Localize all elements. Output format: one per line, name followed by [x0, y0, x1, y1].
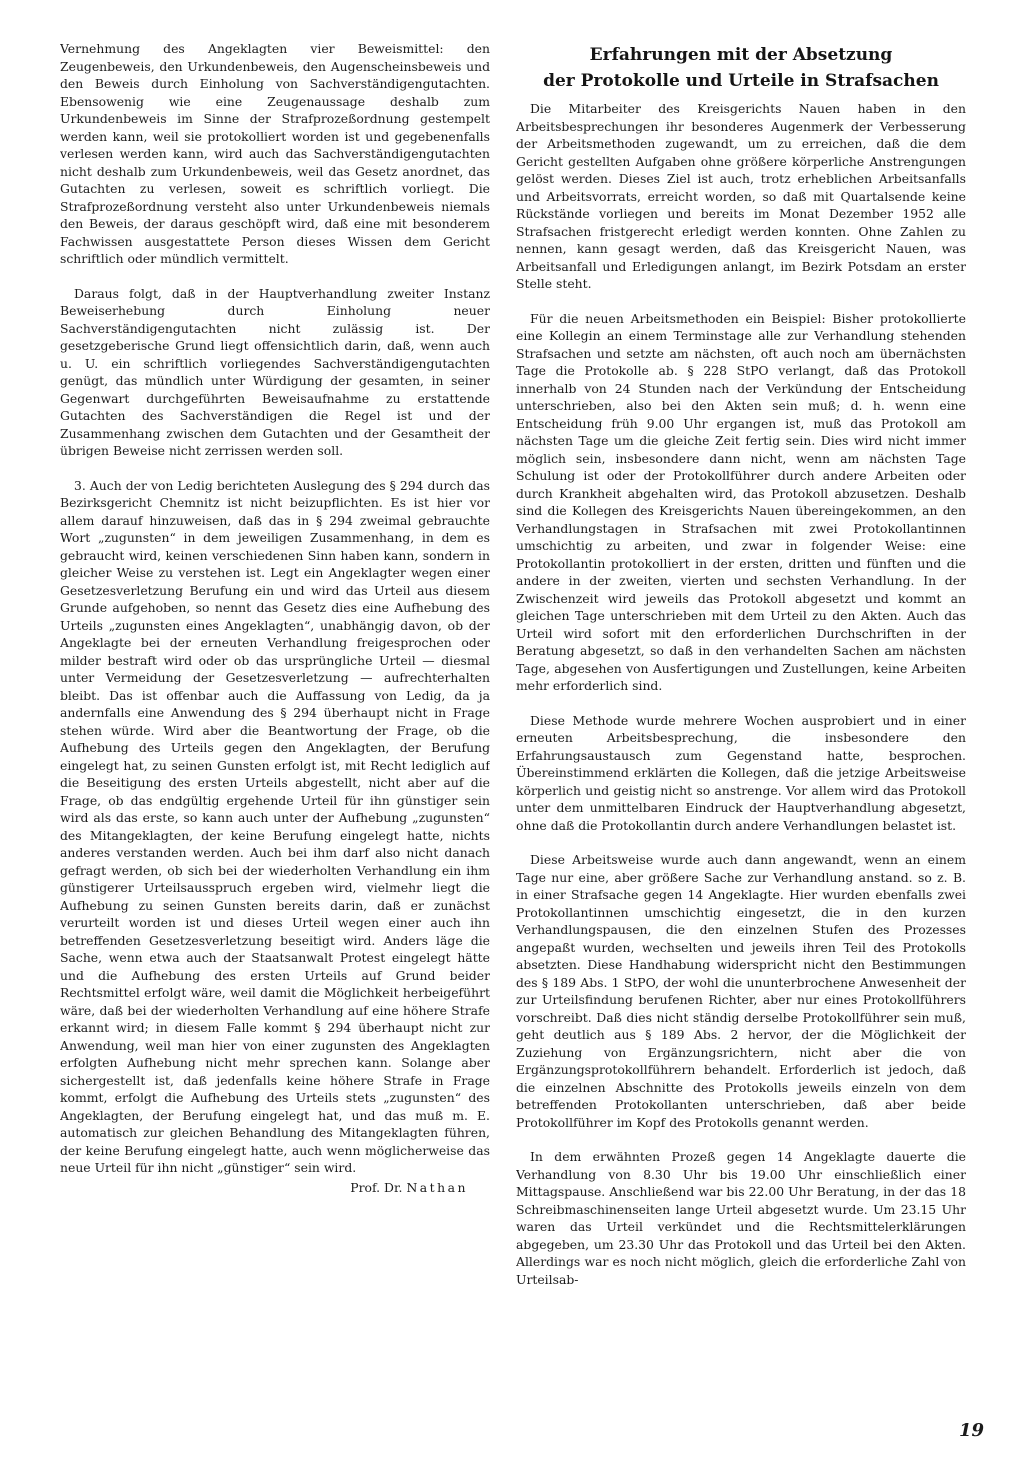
page-number: 19: [958, 1420, 984, 1441]
author-signature: [60, 1179, 490, 1196]
right-paragraph-2: Für die neuen Arbeitsmethoden ein Beispiel: Bisher protokollierte eine Kollegin an einem Terminstage alle zur Verhandlung stehenden Strafsachen und setzte am nächsten, oft auch noch am übernächsten Tage die Protokolle ab. § 228 StPO verlangt, daß das Protokoll innerhalb von 24 Stunden nach der Verkündung der Entscheidung unterschrieben, also bei den Akten sein muß; d. h. wenn eine Entscheidung früh 9.00 Uhr ergangen ist, muß das Protokoll am nächsten Tage um die gleiche Zeit fertig sein. Dies wird nicht immer möglich sein, insbesondere dann nicht, wenn am nächsten Tage Schulung ist oder der Protokollführer durch andere Arbeiten oder durch Krankheit abgehalten wird, das Protokoll abzusetzen. Deshalb sind die Kollegen des Kreisgerichts Nauen übereingekommen, an den Verhandlungstagen in Strafsachen mit zwei Protokollantinnen umschichtig zu arbeiten, und zwar in folgender Weise: eine Protokollantin protokolliert in der ersten, dritten und fünften und die andere in der zweiten, vierten und sechsten Verhandlung. In der Zwischenzeit wird jeweils das Protokoll abgesetzt und kommt an gleichen Tage unterschrieben mit dem Urteil zu den Akten. Auch das Urteil wird sofort mit den erforderlichen Durchschriften in der Beratung abgesetzt, so daß in den verhandelten Sachen am nächsten Tage, abgesehen von Ausfertigungen und Zustellungen, keine Arbeiten mehr erforderlich sind.: [516, 310, 966, 693]
left-paragraph-3: 3. Auch der von Ledig berichteten Auslegung des § 294 durch das Bezirksgericht Chemnitz ist nicht beizupflichten. Es ist hier vor allem darauf hinzuweisen, daß das in § 294 zweimal gebrauchte Wort „zugunsten“ in dem jeweiligen Zusammenhang, in dem es gebraucht wird, keinen verschiedenen Sinn haben kann, sondern in gleicher Weise zu verstehen ist. Legt ein Angeklagter wegen einer Gesetzesverletzung Berufung ein und wird das Urteil aus diesem Grunde aufgehoben, so nennt das Gesetz dies eine Aufhebung des Urteils „zugunsten eines Angeklagten“, unabhängig davon, ob der Angeklagte bei der erneuten Verhandlung freigesprochen oder milder bestraft wird oder ob das ursprüngliche Urteil — diesmal unter Vermeidung der Gesetzesverletzung — aufrechterhalten bleibt. Das ist offenbar auch die Auffassung von Ledig, da ja andernfalls eine Anwendung des § 294 überhaupt nicht in Frage stehen würde. Wird aber die Beantwortung der Frage, ob die Aufhebung des Urteils gegen den Angeklagten, der Berufung eingelegt hat, zu seinen Gunsten erfolgt ist, mit Recht lediglich auf die Beseitigung des ersten Urteils abgestellt, nicht aber auf die Frage, ob das endgültig ergehende Urteil für ihn günstiger sein wird als das erste, so kann auch unter der Aufhebung „zugunsten“ des Mitangeklagten, der keine Berufung eingelegt hatte, nichts anderes verstanden werden. Auch bei ihm darf also nicht danach gefragt werden, ob sich bei der wiederholten Verhandlung ein ihm günstigerer Urteilsausspruch ergeben wird, vielmehr liegt die Aufhebung zu seinen Gunsten bereits darin, daß er zunächst verurteilt worden ist und dieses Urteil wegen einer auch ihn betreffenden Gesetzesverletzung beseitigt wird. Anders läge die Sache, wenn etwa auch der Staatsanwalt Protest eingelegt hätte und die Aufhebung des ersten Urteils auf Grund beider Rechtsmittel erfolgt wäre, weil damit die Möglichkeit herbeigeführt wäre, daß bei der wiederholten Verhandlung auf eine höhere Strafe erkannt wird; in diesem Falle kommt § 294 überhaupt nicht zur Anwendung, weil man hier von einer zugunsten des Angeklagten erfolgten Aufhebung nicht mehr sprechen kann. Solange aber sichergestellt ist, daß jedenfalls keine höhere Strafe in Frage kommt, erfolgt die Aufhebung des Urteils stets „zugunsten“ des Angeklagten, der Berufung eingelegt hat, und das muß m. E. automatisch zur gleichen Behandlung des Mitangeklagten führen, der keine Berufung eingelegt hatte, auch wenn möglicherweise das neue Urteil für ihn nicht „günstiger“ sein wird.: [60, 477, 490, 1175]
article-title-line-1: Erfahrungen mit der Absetzung: [589, 45, 893, 65]
article-title-line-2: der Protokolle und Urteile in Strafsachen: [543, 71, 939, 91]
right-paragraph-3: Diese Methode wurde mehrere Wochen ausprobiert und in einer erneuten Arbeitsbesprechung, die insbesondere den Erfahrungsaustausch zum Gegenstand hatte, besprochen. Übereinstimmend erklärten die Kollegen, daß die jetzige Arbeitsweise körperlich und geistig nicht so anstrenge. Vor allem wird das Protokoll unter dem unmittelbaren Eindruck der Hauptverhandlung abgesetzt, ohne daß die Protokollantin durch andere Verhandlungen belastet ist.: [516, 712, 966, 833]
left-column: [60, 40, 490, 1440]
signature-prefix: Prof. Dr.: [350, 1179, 403, 1195]
right-paragraph-1: Die Mitarbeiter des Kreisgerichts Nauen haben in den Arbeitsbesprechungen ihr besonderes Augenmerk der Verbesserung der Arbeitsmethoden zugewandt, um zu erreichen, daß die dem Gericht gestellten Aufgaben ohne größere körperliche Anstrengungen gelöst werden. Dieses Ziel ist auch, trotz erheblichen Arbeitsanfalls und Arbeitsvorrats, erreicht worden, so daß mit Quartalsende keine Rückstände vorliegen und bereits im Monat Dezember 1952 alle Strafsachen fristgerecht erledigt werden konnten. Ohne Zahlen zu nennen, kann gesagt werden, daß das Kreisgericht Nauen, was Arbeitsanfall und Erledigungen anlangt, im Bezirk Potsdam an erster Stelle steht.: [516, 101, 966, 291]
left-paragraph-2: Daraus folgt, daß in der Hauptverhandlung zweiter Instanz Beweiserhebung durch Einholung neuer Sachverständigengutachten nicht zulässig ist. Der gesetzgeberische Grund liegt offensichtlich darin, daß, wenn auch u. U. ein schriftlich vorliegendes Sachverständigengutachten genügt, das mündlich unter Würdigung der gesamten, in seiner Gegenwart durchgeführten Beweisaufnahme zu erstattende Gutachten des Sachverständigen die Regel ist und der Zusammenhang zwischen dem Gutachten und der Gesamtheit der übrigen Beweise nicht zerrissen werden soll.: [60, 285, 490, 458]
article-title: [516, 42, 966, 94]
right-column: [516, 100, 966, 1420]
left-paragraph-1: Vernehmung des Angeklagten vier Beweismittel: den Zeugenbeweis, den Urkundenbeweis, den Augenscheinsbeweis und den Beweis durch Einholung von Sachverständigengutachten. Ebensowenig wie eine Zeugenaussage deshalb zum Urkundenbeweis im Sinne der Strafprozeßordnung gestempelt werden kann, weil sie protokolliert worden ist und gegebenenfalls verlesen werden kann, wird auch das Sachverständigengutachten nicht deshalb zum Urkundenbeweis, weil das Gesetz anordnet, das Gutachten zu verlesen, soweit es schriftlich vorliegt. Die Strafprozeßordnung versteht also unter Urkundenbeweis niemals den Beweis, der daraus geschöpft wird, daß eine mit besonderem Fachwissen ausgestattete Person dieses Wissen dem Gericht schriftlich oder mündlich vermittelt.: [60, 41, 490, 266]
right-paragraph-4: Diese Arbeitsweise wurde auch dann angewandt, wenn an einem Tage nur eine, aber größere Sache zur Verhandlung anstand. so z. B. in einer Strafsache gegen 14 Angeklagte. Hier wurden ebenfalls zwei Protokollantinnen umschichtig eingesetzt, die in den kurzen Verhandlungspausen, die den einzelnen Stufen des Prozesses angepaßt wurden, wechselten und jeweils ihren Teil des Protokolls absetzten. Diese Handhabung widerspricht nicht den Bestimmungen des § 189 Abs. 1 StPO, der wohl die ununterbrochene Anwesenheit der zur Urteilsfindung berufenen Richter, aber nur eines Protokollführers vorschreibt. Daß dies nicht ständig derselbe Protokollführer sein muß, geht deutlich aus § 189 Abs. 2 hervor, der die Möglichkeit der Zuziehung von Ergänzungsrichtern, nicht aber die von Ergänzungsprotokollführern behandelt. Erforderlich ist jedoch, daß die einzelnen Abschnitte des Protokolls jeweils einzeln von dem betreffenden Protokollanten unterschrieben, daß aber beide Protokollführer im Kopf des Protokolls genannt werden.: [516, 852, 966, 1130]
signature-name: Nathan: [406, 1179, 468, 1195]
right-paragraph-5: In dem erwähnten Prozeß gegen 14 Angeklagte dauerte die Verhandlung von 8.30 Uhr bis 19.00 Uhr einschließlich einer Mittagspause. Anschließend war bis 22.00 Uhr Beratung, in der das 18 Schreibmaschinenseiten lange Urteil abgesetzt wurde. Um 23.15 Uhr waren das Urteil verkündet und die Rechtsmittelerklärungen abgegeben, um 23.30 Uhr das Protokoll und das Urteil bei den Akten. Allerdings war es noch nicht möglich, gleich die erforderliche Zahl von Urteilsab-: [516, 1149, 966, 1287]
